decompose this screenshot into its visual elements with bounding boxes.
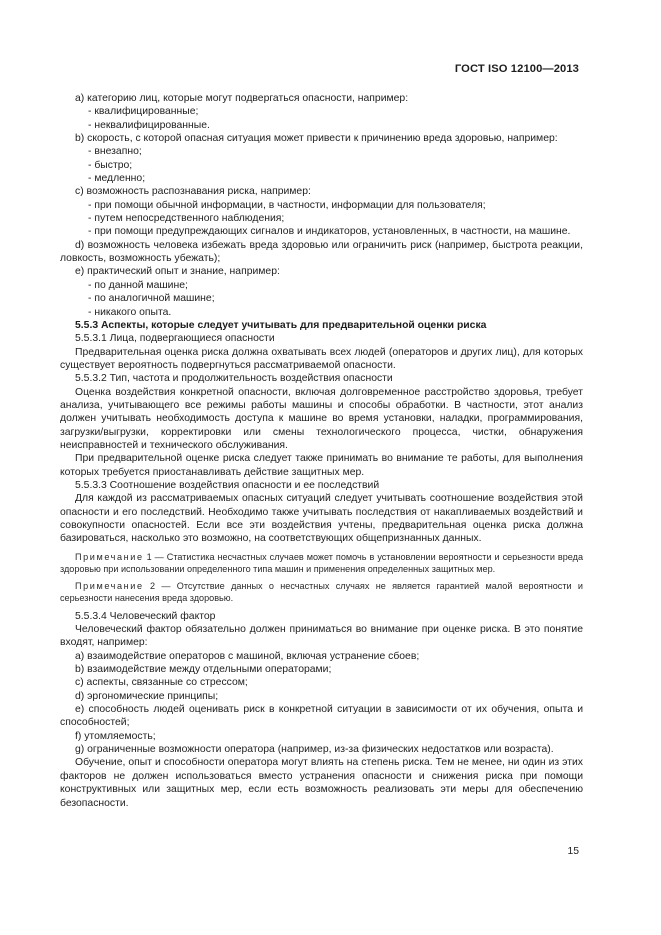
paragraph: Оценка воздействия конкретной опасности, включая долговременное расстройство здоровья, требует анализа, учитывающего все режимы работы машины и способы обработки. В частности, этот анализ должен учитывать необходимость доступа к машине во время установки, наладки, программирования, загрузки/выгрузки, корректировки или смены технологического процесса, чистки, обнаружения неисправностей и технического обслуживания.: [60, 386, 583, 451]
list-item-a: a) категорию лиц, которые могут подвергаться опасности, например:: [75, 93, 409, 104]
list-subitem: - квалифицированные;: [88, 106, 199, 118]
list-subitem: - по данной машине;: [88, 279, 188, 291]
list-item-d: d) возможность человека избежать вреда здоровью или ограничить риск (например, быстрота реакции, ловкость, возможность убежать);: [60, 239, 583, 265]
list-subitem: - никакого опыта.: [88, 306, 172, 318]
paragraph: Для каждой из рассматриваемых опасных ситуаций следует учитывать соотношение воздействия этой опасности и его последствий. Необходимо также учитывать последствия от накапливаемых воздействий и совокупности опасностей. Если все эти воздействия учтены, предварительная оценка риска должна базироваться, насколько это возможно, на соответствующих общепризнанных данных.: [60, 493, 583, 545]
note-text: 1 — Статистика несчастных случаев может помочь в установлении вероятности и серьезности вреда здоровью при использовании определенного типа машин и применения определенных защитных мер.: [60, 551, 583, 574]
list-subitem: - путем непосредственного наблюдения;: [88, 213, 285, 225]
list-item: b) взаимодействие между отдельными операторами;: [75, 664, 332, 676]
page-body: [60, 92, 583, 810]
list-item: f) утомляемость;: [75, 730, 156, 742]
list-item-e: e) практический опыт и знание, например:: [75, 266, 280, 278]
paragraph: Предварительная оценка риска должна охватывать всех людей (операторов и других лиц), для которых существует вероятность подвергнуться рассматриваемой опасности.: [60, 346, 583, 371]
paragraph: Человеческий фактор обязательно должен приниматься во внимание при оценке риска. В это понятие входят, например:: [60, 624, 583, 649]
list-subitem: - внезапно;: [88, 146, 142, 158]
subsection-heading: 5.5.3.2 Тип, частота и продолжительность воздействия опасности: [75, 373, 393, 385]
list-item: e) способность людей оценивать риск в конкретной ситуации в зависимости от их обучения, опыта и способностей;: [60, 704, 583, 729]
list-subitem-text: - при помощи предупреждающих сигналов и индикаторов, установленных, в частности, на машине.: [88, 226, 571, 238]
document-header: ГОСТ ISO 12100—2013: [454, 63, 579, 75]
list-item: g) ограниченные возможности оператора (например, из-за физических недостатков или возраста).: [75, 744, 554, 756]
note-1: [60, 551, 583, 575]
list-item: d) эргономические принципы;: [75, 690, 219, 702]
section-heading-text: 5.5.3 Аспекты, которые следует учитывать для предварительной оценки риска: [75, 319, 487, 331]
subsection-heading: 5.5.3.1 Лица, подвергающиеся опасности: [75, 333, 275, 345]
note-text: 2 — Отсутствие данных о несчастных случаях не является гарантией малой вероятности и серьезности нанесения вреда здоровью.: [60, 580, 583, 603]
subsection-heading: 5.5.3.4 Человеческий фактор: [75, 610, 216, 622]
list-subitem: - медленно;: [88, 173, 146, 185]
list-subitem-wrapped: [60, 225, 583, 238]
list-subitem: - неквалифицированные.: [88, 119, 210, 131]
page-number: 15: [567, 846, 579, 857]
subsection-heading: 5.5.3.3 Соотношение воздействия опасности и ее последствий: [75, 479, 380, 491]
list-subitem: - быстро;: [88, 159, 133, 171]
note-label: Примечание: [75, 580, 144, 591]
paragraph: При предварительной оценке риска следует также принимать во внимание те работы, для выполнения которых требуется приостанавливать действие защитных мер.: [60, 453, 583, 478]
list-item: c) аспекты, связанные со стрессом;: [75, 677, 248, 689]
list-item-c: c) возможность распознавания риска, например:: [75, 186, 311, 198]
paragraph: Обучение, опыт и способности оператора могут влиять на степень риска. Тем не менее, ни один из этих факторов не должен использоваться вместо устранения опасности и снижения риска при помощи конструктивных или защитных мер, если есть возможность реализовать эти меры для обеспечению безопасности.: [60, 757, 583, 809]
list-item: a) взаимодействие операторов с машиной, включая устранение сбоев;: [75, 650, 420, 662]
section-heading-5-5-3: [60, 319, 583, 332]
list-subitem: - при помощи обычной информации, в частности, информации для пользователя;: [88, 199, 486, 211]
list-item-b: b) скорость, с которой опасная ситуация может привести к причинению вреда здоровью, например:: [75, 133, 558, 145]
note-2: [60, 580, 583, 604]
note-label: Примечание: [75, 551, 144, 562]
list-subitem: - по аналогичной машине;: [88, 293, 215, 305]
